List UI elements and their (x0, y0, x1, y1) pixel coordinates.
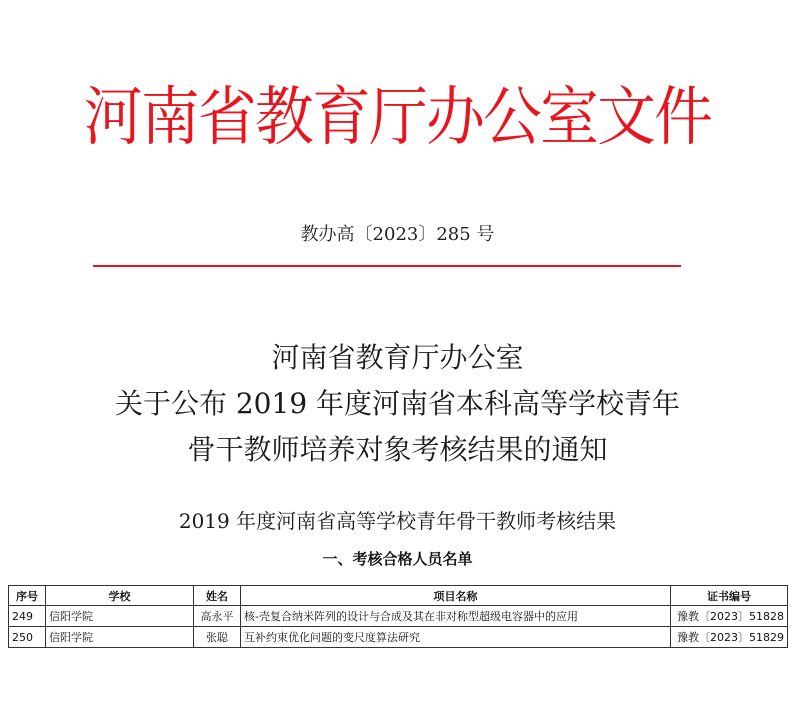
document-number: 教办高〔2023〕285 号 (300, 224, 495, 245)
notice-title-line-2: 关于公布 2019 年度河南省本科高等学校青年 (114, 387, 681, 420)
results-subtitle: 2019 年度河南省高等学校青年骨干教师考核结果 (178, 509, 617, 533)
results-table (8, 585, 788, 648)
cell-cert: 豫教〔2023〕51828 (671, 606, 788, 627)
section-heading: 一、考核合格人员名单 (322, 550, 473, 568)
cell-school: 信阳学院 (46, 627, 194, 648)
header-cert: 证书编号 (671, 586, 788, 606)
table-row (9, 627, 788, 648)
cell-name: 高永平 (194, 606, 241, 627)
cell-cert: 豫教〔2023〕51829 (671, 627, 788, 648)
red-divider-line (93, 265, 681, 267)
notice-title-line-1: 河南省教育厅办公室 (271, 341, 524, 374)
cell-seq: 249 (9, 606, 46, 627)
cell-project: 互补约束优化问题的变尺度算法研究 (241, 627, 671, 648)
cell-name: 张聪 (194, 627, 241, 648)
header-name: 姓名 (194, 586, 241, 606)
notice-title-line-3: 骨干教师培养对象考核结果的通知 (187, 433, 608, 466)
header-school: 学校 (46, 586, 194, 606)
cell-seq: 250 (9, 627, 46, 648)
masthead-title: 河南省教育厅办公室文件 (83, 81, 712, 155)
cell-project: 核-壳复合纳米阵列的设计与合成及其在非对称型超级电容器中的应用 (241, 606, 671, 627)
table-header-row (9, 586, 788, 606)
table-row (9, 606, 788, 627)
header-project: 项目名称 (241, 586, 671, 606)
header-seq: 序号 (9, 586, 46, 606)
cell-school: 信阳学院 (46, 606, 194, 627)
